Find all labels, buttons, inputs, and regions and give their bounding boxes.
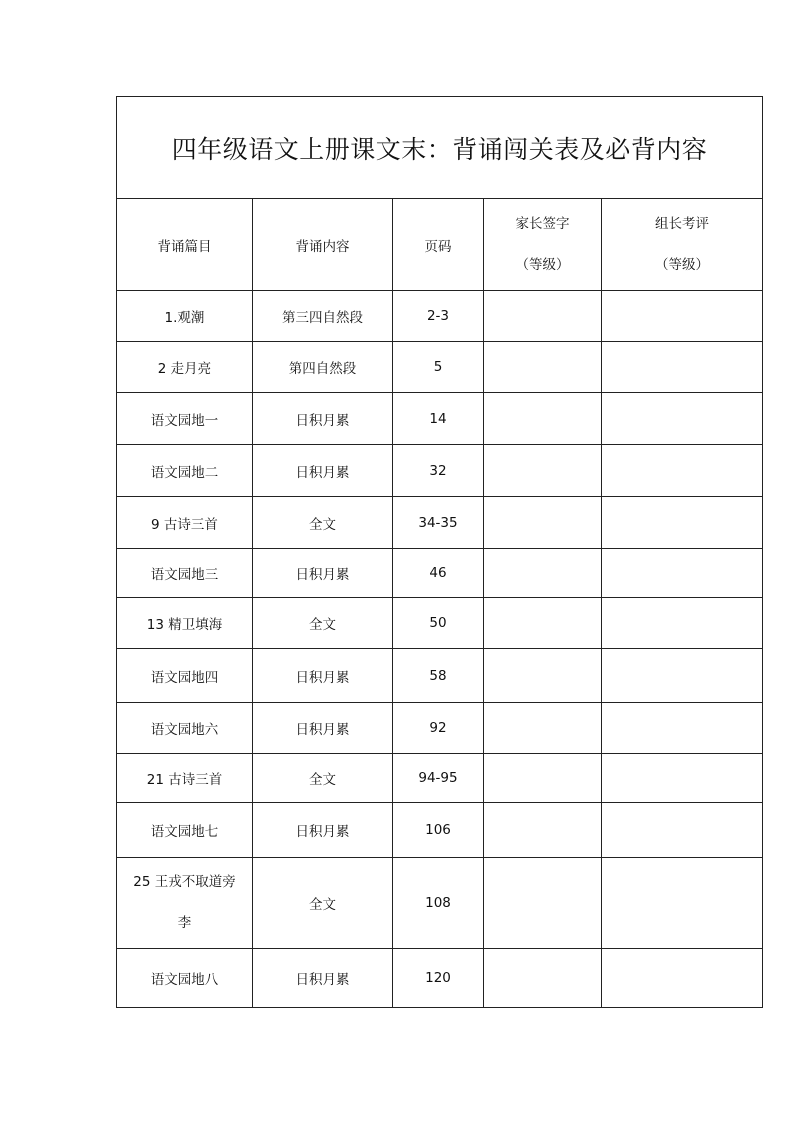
header-content-col: 背诵内容 <box>253 199 393 291</box>
parent-sign-cell[interactable] <box>484 858 602 949</box>
row-content: 日积月累 <box>253 703 393 754</box>
row-title: 语文园地一 <box>117 393 253 445</box>
parent-sign-cell[interactable] <box>484 754 602 803</box>
row-content: 日积月累 <box>253 549 393 598</box>
parent-sign-cell[interactable] <box>484 342 602 393</box>
row-title: 13 精卫填海 <box>117 598 253 649</box>
header-parent-sign-grade: （等级） <box>515 256 570 273</box>
leader-eval-cell[interactable] <box>602 342 763 393</box>
parent-sign-cell[interactable] <box>484 598 602 649</box>
table-row <box>117 497 763 549</box>
parent-sign-cell[interactable] <box>484 703 602 754</box>
parent-sign-cell[interactable] <box>484 291 602 342</box>
parent-sign-cell[interactable] <box>484 445 602 497</box>
row-content: 全文 <box>253 497 393 549</box>
header-parent-sign-label: 家长签字 <box>515 215 570 232</box>
row-content: 日积月累 <box>253 445 393 497</box>
leader-eval-cell[interactable] <box>602 703 763 754</box>
leader-eval-cell[interactable] <box>602 649 763 703</box>
row-title: 21 古诗三首 <box>117 754 253 803</box>
row-content: 第三四自然段 <box>253 291 393 342</box>
parent-sign-cell[interactable] <box>484 549 602 598</box>
row-title: 语文园地二 <box>117 445 253 497</box>
leader-eval-cell[interactable] <box>602 949 763 1008</box>
leader-eval-cell[interactable] <box>602 803 763 858</box>
row-content: 日积月累 <box>253 803 393 858</box>
row-content: 日积月累 <box>253 649 393 703</box>
row-title: 1.观潮 <box>117 291 253 342</box>
parent-sign-cell[interactable] <box>484 393 602 445</box>
leader-eval-cell[interactable] <box>602 598 763 649</box>
row-content: 全文 <box>253 858 393 949</box>
table-row <box>117 949 763 1008</box>
row-title: 语文园地八 <box>117 949 253 1008</box>
leader-eval-cell[interactable] <box>602 754 763 803</box>
row-page: 32 <box>393 445 484 497</box>
row-title: 语文园地七 <box>117 803 253 858</box>
header-parent-sign-col <box>484 199 602 291</box>
table-row <box>117 291 763 342</box>
row-title: 9 古诗三首 <box>117 497 253 549</box>
table-row <box>117 445 763 497</box>
row-page: 120 <box>393 949 484 1008</box>
leader-eval-cell[interactable] <box>602 858 763 949</box>
page-title: 四年级语文上册课文末：背诵闯关表及必背内容 <box>117 97 763 199</box>
row-title: 语文园地四 <box>117 649 253 703</box>
header-leader-eval-grade: （等级） <box>655 256 710 273</box>
header-page-col: 页码 <box>393 199 484 291</box>
row-title-line1: 25 王戎不取道旁 <box>133 874 236 890</box>
table-row <box>117 858 763 949</box>
leader-eval-cell[interactable] <box>602 549 763 598</box>
row-page: 58 <box>393 649 484 703</box>
row-content: 日积月累 <box>253 949 393 1008</box>
recitation-table <box>116 96 763 1008</box>
row-page: 50 <box>393 598 484 649</box>
header-leader-eval-col <box>602 199 763 291</box>
table-row <box>117 598 763 649</box>
row-page: 106 <box>393 803 484 858</box>
table-row <box>117 754 763 803</box>
row-title <box>117 858 253 949</box>
leader-eval-cell[interactable] <box>602 445 763 497</box>
header-row <box>117 199 763 291</box>
leader-eval-cell[interactable] <box>602 291 763 342</box>
table-row <box>117 393 763 445</box>
leader-eval-cell[interactable] <box>602 497 763 549</box>
table-row <box>117 649 763 703</box>
row-page: 108 <box>393 858 484 949</box>
parent-sign-cell[interactable] <box>484 949 602 1008</box>
parent-sign-cell[interactable] <box>484 649 602 703</box>
row-page: 2-3 <box>393 291 484 342</box>
row-page: 14 <box>393 393 484 445</box>
row-page: 34-35 <box>393 497 484 549</box>
row-content: 全文 <box>253 754 393 803</box>
row-page: 46 <box>393 549 484 598</box>
row-content: 全文 <box>253 598 393 649</box>
table-row <box>117 803 763 858</box>
row-title: 语文园地六 <box>117 703 253 754</box>
row-page: 5 <box>393 342 484 393</box>
parent-sign-cell[interactable] <box>484 497 602 549</box>
table-row <box>117 342 763 393</box>
row-title-line2: 李 <box>177 915 192 931</box>
table-row <box>117 703 763 754</box>
parent-sign-cell[interactable] <box>484 803 602 858</box>
header-title-col: 背诵篇目 <box>117 199 253 291</box>
row-content: 日积月累 <box>253 393 393 445</box>
row-page: 92 <box>393 703 484 754</box>
leader-eval-cell[interactable] <box>602 393 763 445</box>
header-leader-eval-label: 组长考评 <box>655 215 710 232</box>
row-title: 2 走月亮 <box>117 342 253 393</box>
table-row <box>117 549 763 598</box>
row-page: 94-95 <box>393 754 484 803</box>
row-title: 语文园地三 <box>117 549 253 598</box>
row-content: 第四自然段 <box>253 342 393 393</box>
